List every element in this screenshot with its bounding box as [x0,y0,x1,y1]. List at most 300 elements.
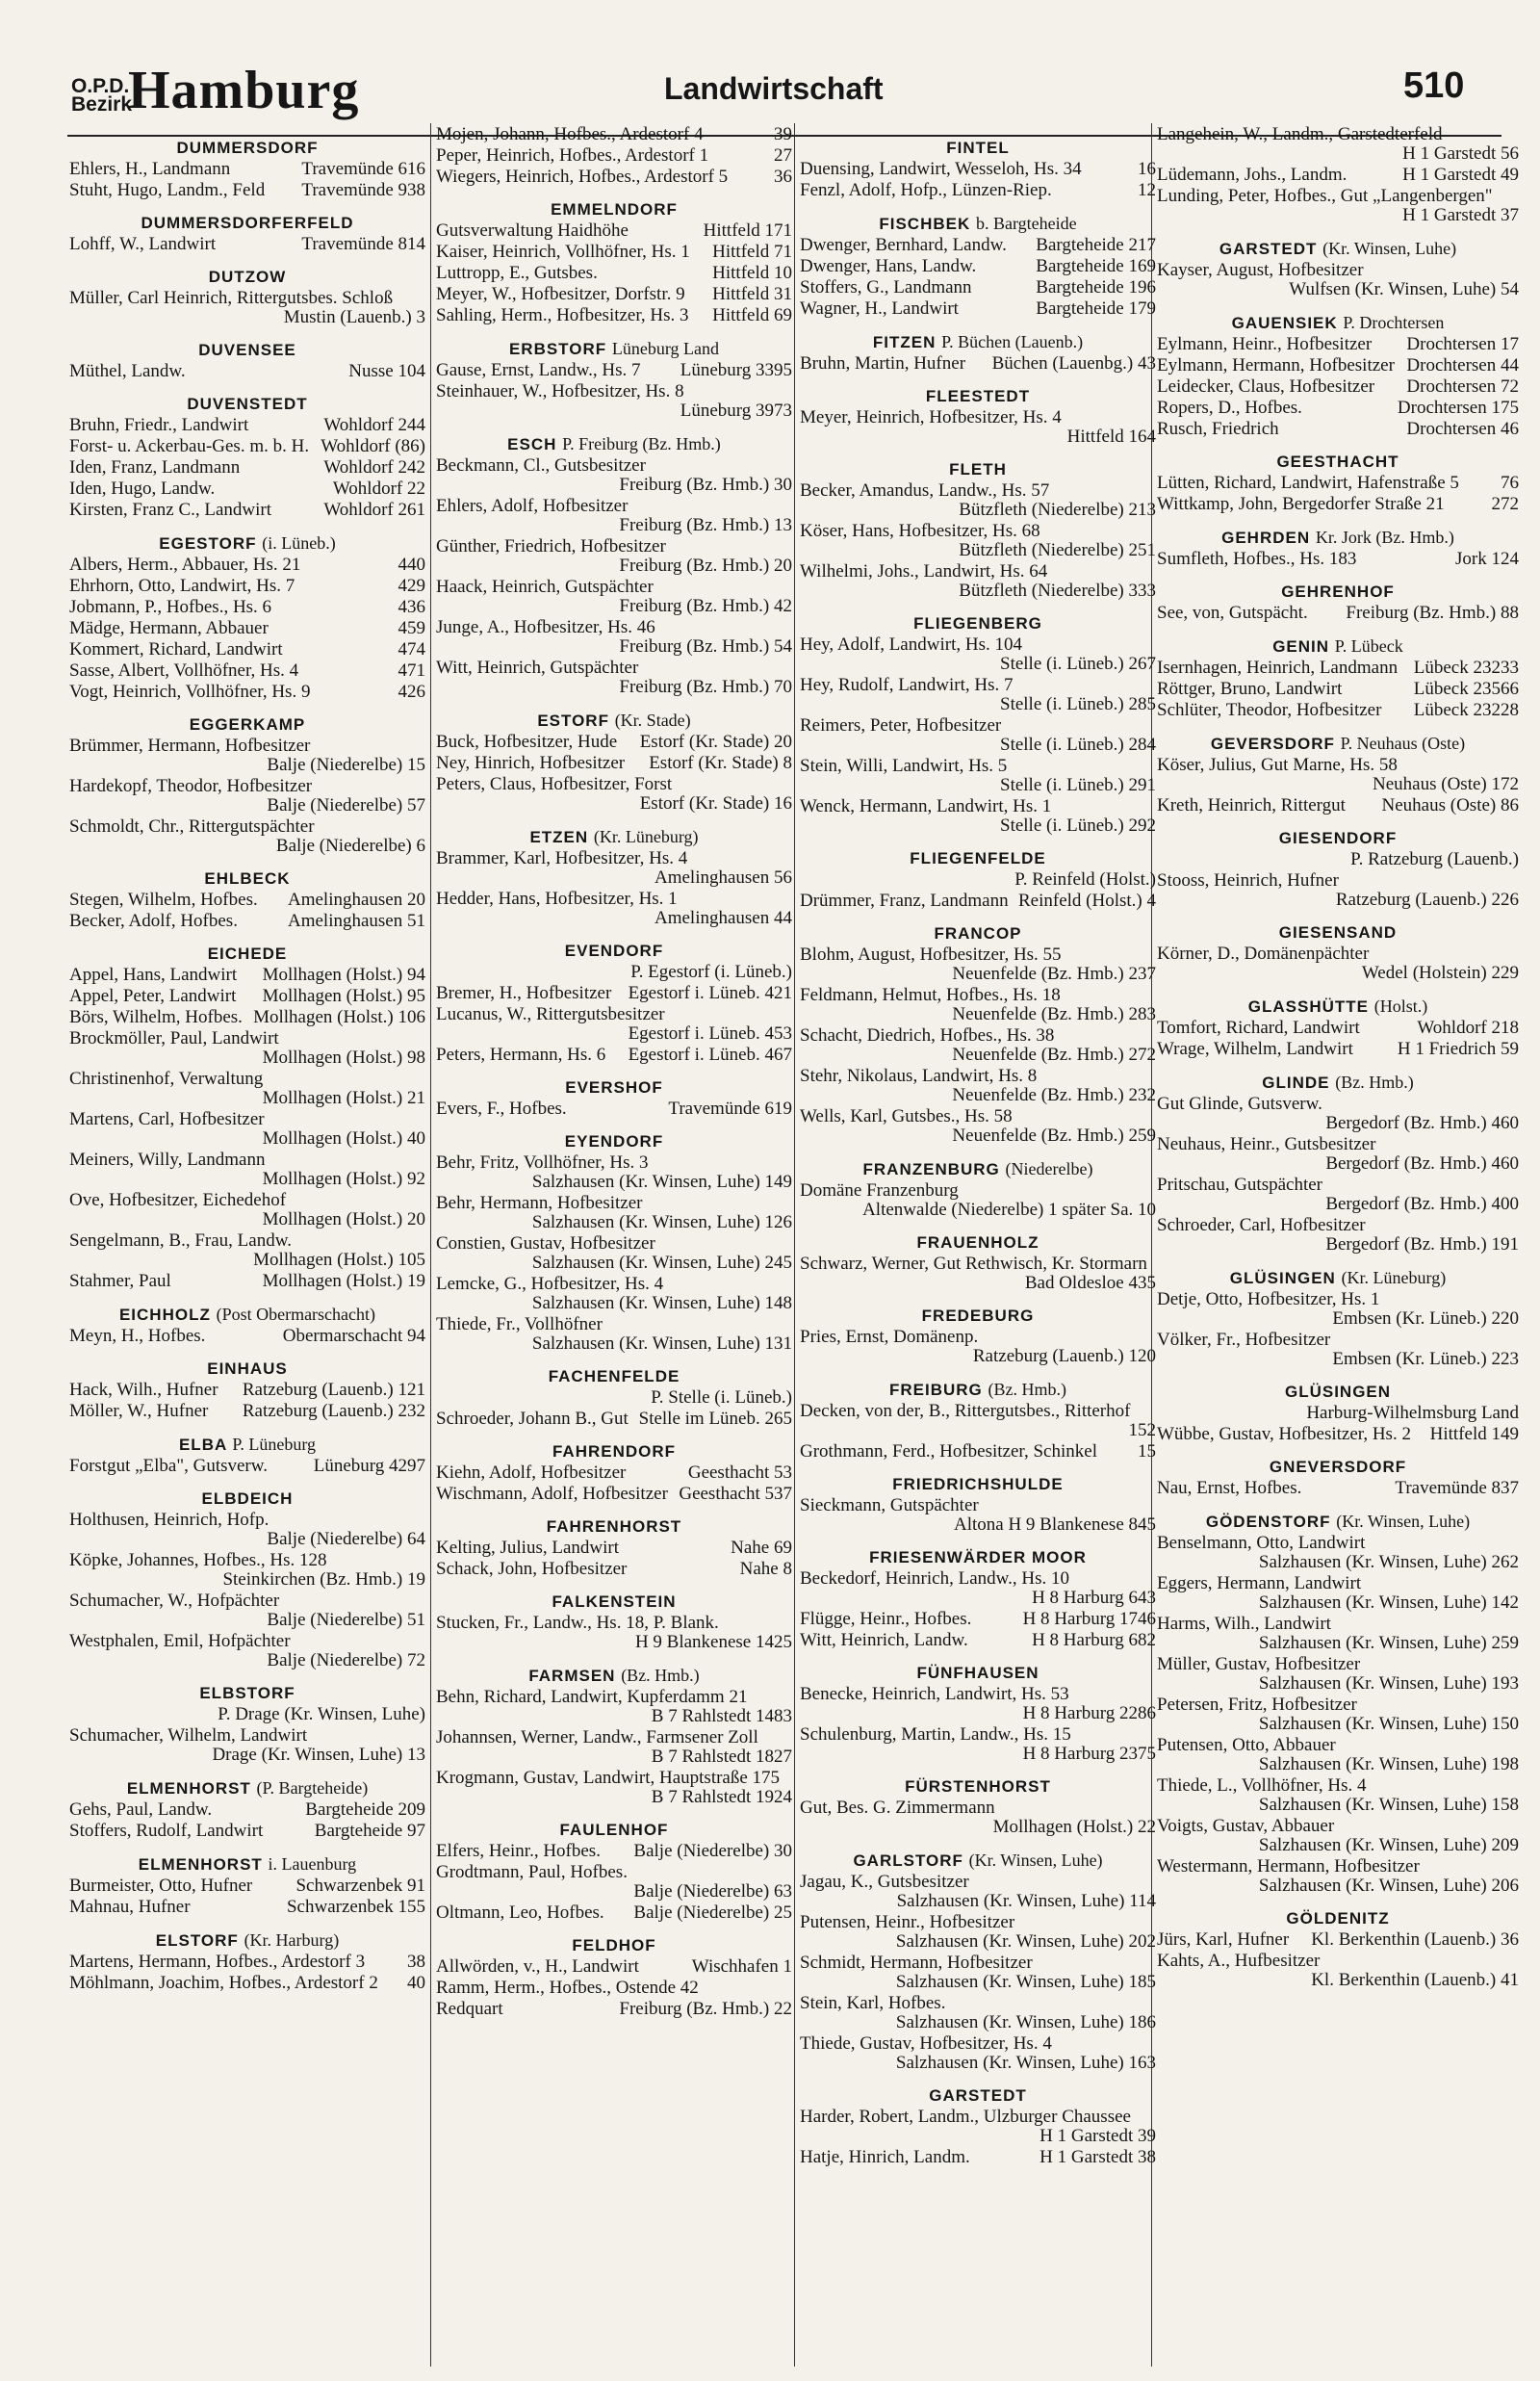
directory-entry [69,1592,425,1630]
directory-entry [69,640,425,660]
entry-name: Gut Glinde, Gutsverw. [1157,1094,1322,1114]
directory-entry [800,2034,1156,2073]
directory-entry [69,577,425,596]
entry-phone: Hittfeld 164 [1066,427,1156,447]
place-heading [1157,453,1519,472]
entry-name: Thiede, Fr., Vollhöfner [436,1314,603,1334]
entry-name: Ove, Hofbesitzer, Eichedehof [69,1190,287,1210]
place-name: FLIEGENFELDE [910,849,1046,867]
entry-phone: Bargteheide 217 [1036,235,1156,255]
entry-name: Evers, F., Hofbes. [436,1099,567,1119]
entry-phone: Balje (Niederelbe) 25 [633,1902,792,1923]
directory-entry [436,1539,792,1558]
entry-name: Schlüter, Theodor, Hofbesitzer [1157,700,1382,720]
entry-phone: Mollhagen (Holst.) 94 [262,965,425,985]
directory-entry [69,1898,425,1917]
directory-entry [436,1903,792,1923]
directory-entry [69,1070,425,1108]
place-name: GIESENSAND [1278,923,1398,942]
place-heading [69,1684,425,1703]
place-name: GEHRDEN [1221,529,1311,547]
entry-phone: 12 [1138,180,1156,200]
place-heading [436,1821,792,1840]
place-name: FRIESENWÄRDER MOOR [869,1548,1087,1566]
entry-name: Sumfleth, Hofbes., Hs. 183 [1157,549,1357,569]
directory-entry [1157,125,1519,164]
entry-name: Lüdemann, Johs., Landm. [1157,165,1348,185]
place-heading [1157,996,1519,1017]
place-name: ELMENHORST [138,1855,263,1874]
place-name: EMMELNDORF [551,200,678,219]
entry-phone: 16 [1138,159,1156,179]
entry-phone: Freiburg (Bz. Hmb.) 54 [619,636,792,657]
entry-name: Grodtmann, Paul, Hofbes. [436,1862,628,1882]
directory-entry [1157,604,1519,623]
entry-name: Ropers, D., Hofbes. [1157,398,1302,418]
place-qualifier: P. Freiburg (Bz. Hmb.) [562,434,721,453]
entry-phone: Mollhagen (Holst.) 105 [253,1250,425,1270]
entry-name: Hatje, Hinrich, Landm. [800,2147,970,2167]
entry-name: Schmoldt, Chr., Rittergutspächter [69,816,315,837]
directory-entry [69,1381,425,1400]
entry-name: Feldmann, Helmut, Hofbes., Hs. 18 [800,985,1061,1005]
place-heading [1157,313,1519,333]
directory-entry [1157,1574,1519,1613]
place-heading [800,387,1156,406]
place-name: EVERSHOF [565,1078,663,1097]
place-name: DUVENSTEDT [187,395,308,413]
directory-entry [800,278,1156,298]
entry-name: Burmeister, Otto, Hufner [69,1876,253,1896]
directory-entry [436,1315,792,1354]
entry-name: Appel, Hans, Landwirt [69,965,238,985]
entry-phone: Balje (Niederelbe) 51 [267,1610,425,1630]
place-heading [436,1592,792,1612]
directory-entry [69,1551,425,1590]
entry-phone: Salzhausen (Kr. Winsen, Luhe) 198 [1258,1754,1519,1774]
place-name: GLINDE [1262,1074,1330,1092]
entry-name: Wübbe, Gustav, Hofbesitzer, Hs. 2 [1157,1424,1411,1444]
directory-entry [1157,659,1519,678]
entry-name: Schroeder, Carl, Hofbesitzer [1157,1215,1366,1235]
directory-entry [800,945,1156,984]
entry-name: Stein, Willi, Landwirt, Hs. 5 [800,756,1008,776]
directory-entry [69,1726,425,1765]
entry-phone: Ratzeburg (Lauenb.) 120 [972,1346,1156,1366]
place-heading [1157,1909,1519,1928]
entry-phone: 426 [398,682,425,702]
place-qualifier: (Kr. Lüneburg) [1341,1268,1447,1287]
directory-entry [69,891,425,910]
entry-phone: Stelle im Lüneb. 265 [638,1409,792,1429]
place-name: GLÜSINGEN [1229,1269,1336,1287]
directory-entry [436,1485,792,1504]
entry-phone: Wohldorf (86) [321,436,425,456]
directory-entry [69,1327,425,1346]
entry-phone: Hittfeld 149 [1429,1424,1519,1444]
entry-name: Behr, Hermann, Hofbesitzer [436,1193,643,1213]
entry-phone: Embsen (Kr. Lüneb.) 220 [1332,1308,1519,1329]
entry-name: Körner, D., Domänenpächter [1157,944,1370,964]
entry-phone: Stelle (i. Lüneb.) 284 [1000,735,1156,755]
entry-phone: Ratzeburg (Lauenb.) 226 [1335,890,1519,910]
entry-name: Lütten, Richard, Landwirt, Hafenstraße 5 [1157,473,1459,493]
entry-phone: P. Reinfeld (Holst.) [1014,869,1156,890]
entry-name: See, von, Gutspächt. [1157,603,1308,623]
directory-entry [69,160,425,179]
entry-name: Müller, Carl Heinrich, Rittergutsbes. Schloß [69,288,394,308]
entry-name: Eggers, Hermann, Landwirt [1157,1573,1362,1593]
place-name: ELBSTORF [199,1684,295,1702]
entry-name: Jobmann, P., Hofbes., Hs. 6 [69,597,272,617]
directory-entry [800,1954,1156,1992]
directory-entry [436,221,792,241]
entry-name: Lunding, Peter, Hofbes., Gut „Langenbergen" [1157,186,1493,206]
directory-entry [69,1632,425,1670]
entry-phone: Amelinghausen 51 [287,911,425,931]
entry-name: Becker, Amandus, Landw., Hs. 57 [800,480,1050,501]
directory-entry [800,481,1156,520]
directory-entry [69,1191,425,1229]
entry-phone: H 8 Harburg 1746 [1022,1609,1156,1629]
directory-entry [436,1863,792,1902]
entry-name: Grothmann, Ferd., Hofbesitzer, Schinkel [800,1441,1097,1462]
entry-phone: Salzhausen (Kr. Winsen, Luhe) 163 [895,2053,1156,2073]
entry-phone: Freiburg (Bz. Hmb.) 42 [619,596,792,616]
entry-phone: Hittfeld 31 [712,284,792,304]
entry-phone: Mollhagen (Holst.) 19 [262,1271,425,1291]
place-qualifier: P. Lübeck [1334,636,1403,656]
directory-entry [1157,1776,1519,1815]
entry-phone: Lübeck 23228 [1413,700,1519,720]
entry-phone: Mollhagen (Holst.) 95 [262,986,425,1006]
directory-entry [69,598,425,617]
directory-entry [1157,1952,1519,1990]
entry-phone: Drochtersen 17 [1406,334,1519,354]
entry-phone: Steinkirchen (Bz. Hmb.) 19 [222,1569,425,1590]
entry-phone: Salzhausen (Kr. Winsen, Luhe) 193 [1258,1673,1519,1694]
directory-entry [800,299,1156,319]
place-qualifier: P. Lüneburg [232,1435,317,1454]
entry-phone: Lüneburg 3973 [680,401,792,421]
entry-name: Stein, Karl, Hofbes. [800,1993,946,2013]
entry-phone: Salzhausen (Kr. Winsen, Luhe) 114 [896,1891,1156,1911]
entry-name: Schumacher, Wilhelm, Landwirt [69,1725,308,1746]
entry-name: Stoffers, Rudolf, Landwirt [69,1821,264,1841]
entry-phone: Altenwalde (Niederelbe) 1 später Sa. 10 [862,1200,1156,1220]
place-heading [69,945,425,964]
entry-name: Schack, John, Hofbesitzer [436,1559,628,1579]
directory-entry [436,1957,792,1977]
entry-name: Wagner, H., Landwirt [800,298,959,319]
directory-entry [436,659,792,697]
directory-entry [436,754,792,773]
entry-name: Völker, Fr., Hofbesitzer [1157,1330,1331,1350]
entry-phone: 39 [774,124,792,144]
entry-phone: Salzhausen (Kr. Winsen, Luhe) 142 [1258,1592,1519,1613]
place-qualifier: P. Drochtersen [1343,313,1445,332]
place-name: EINHAUS [207,1359,288,1378]
entry-name: Constien, Gustav, Hofbesitzer [436,1233,655,1254]
entry-phone: P. Drage (Kr. Winsen, Luhe) [218,1704,425,1724]
entry-phone: Travemünde 837 [1395,1478,1519,1498]
entry-phone: Mollhagen (Holst.) 21 [262,1088,425,1108]
place-heading [800,1548,1156,1567]
entry-name: Westphalen, Emil, Hofpächter [69,1631,291,1651]
directory-entry [1157,1930,1519,1950]
entry-phone: Amelinghausen 56 [654,867,792,888]
entry-phone: Bergedorf (Bz. Hmb.) 400 [1325,1194,1519,1214]
entry-phone: B 7 Rahlstedt 1827 [651,1747,792,1767]
entry-phone: Estorf (Kr. Stade) 8 [649,753,792,773]
entry-phone: Balje (Niederelbe) 6 [275,836,425,856]
entry-name: Müthel, Landw. [69,361,186,381]
entry-name: Ehlers, Adolf, Hofbesitzer [436,496,629,516]
entry-phone: Drochtersen 175 [1397,398,1519,418]
entry-name: Hey, Rudolf, Landwirt, Hs. 7 [800,675,1014,695]
directory-entry [800,1569,1156,1608]
place-name: FRIEDRICHSHULDE [892,1475,1064,1493]
place-name: ELMENHORST [126,1779,251,1798]
place-name: FLETH [949,460,1007,479]
entry-name: Gutsverwaltung Haidhöhe [436,220,629,241]
entry-phone: Salzhausen (Kr. Winsen, Luhe) 158 [1258,1795,1519,1815]
directory-entry [436,1005,792,1044]
entry-name: Kayser, August, Hofbesitzer [1157,260,1364,280]
entry-phone: H 9 Blankenese 1425 [634,1632,792,1652]
directory-entry [1157,1736,1519,1774]
entry-name: Eylmann, Hermann, Hofbesitzer [1157,355,1395,375]
directory-entry [436,1560,792,1579]
place-name: ETZEN [529,828,589,846]
entry-phone: Stelle (i. Lüneb.) 291 [1000,775,1156,795]
entry-phone: Freiburg (Bz. Hmb.) 30 [619,475,792,495]
directory-entry [800,797,1156,836]
directory-entry [69,501,425,520]
entry-phone: Travemünde 938 [301,180,425,200]
entry-name: Meyn, H., Hofbes. [69,1326,206,1346]
entry-phone: Neuenfelde (Bz. Hmb.) 272 [952,1045,1156,1065]
place-name: EHLBECK [204,869,291,888]
entry-phone: Bützfleth (Niederelbe) 333 [959,581,1156,601]
place-heading [800,332,1156,352]
directory-entry [800,1610,1156,1629]
directory-column-2 [436,125,792,2021]
entry-name: Brümmer, Hermann, Hofbesitzer [69,736,311,756]
place-name: EVENDORF [564,942,664,960]
place-name: FITZEN [872,333,937,351]
entry-phone: Salzhausen (Kr. Winsen, Luhe) 148 [531,1293,792,1313]
entry-name: Möhlmann, Joachim, Hofbes., Ardestorf 2 [69,1973,378,1993]
entry-phone: Kl. Berkenthin (Lauenb.) 36 [1311,1929,1519,1950]
place-name: FALKENSTEIN [552,1592,677,1611]
entry-phone: Egestorf i. Lüneb. 467 [628,1045,792,1065]
entry-phone: Balje (Niederelbe) 30 [633,1841,792,1861]
place-name: GÖLDENITZ [1286,1909,1390,1928]
entry-phone: Estorf (Kr. Stade) 20 [639,732,792,752]
entry-name: Haack, Heinrich, Gutspächter [436,577,654,597]
entry-name: Brammer, Karl, Hofbesitzer, Hs. 4 [436,848,688,868]
directory-column-3 [800,125,1156,2169]
place-name: FÜNFHAUSEN [916,1664,1040,1682]
directory-entry [800,236,1156,255]
entry-phone: 27 [774,145,792,166]
place-name: FLEESTEDT [925,387,1031,405]
place-name: FINTEL [946,139,1010,157]
entry-name: Mojen, Johann, Hofbes., Ardestorf 4 [436,124,704,144]
directory-entry [436,618,792,657]
place-name: GÖDENSTORF [1205,1513,1331,1531]
place-heading [69,1854,425,1875]
place-qualifier: (Kr. Stade) [614,711,691,730]
place-qualifier: (Post Obermarschacht) [216,1305,376,1324]
entry-phone: Kl. Berkenthin (Lauenb.) 41 [1311,1970,1519,1990]
entry-phone: Mollhagen (Holst.) 40 [262,1128,425,1149]
entry-phone: Bargteheide 209 [305,1799,425,1820]
directory-entry [800,757,1156,795]
place-name: FREIBURG [889,1381,983,1399]
entry-phone: Salzhausen (Kr. Winsen, Luhe) 150 [1258,1714,1519,1734]
place-heading [800,1233,1156,1253]
place-heading [1157,734,1519,754]
place-qualifier: P. Neuhaus (Oste) [1340,734,1466,753]
entry-name: Gehs, Paul, Landw. [69,1799,213,1820]
place-heading [69,268,425,287]
entry-name: Stucken, Fr., Landw., Hs. 18, P. Blank. [436,1613,719,1633]
entry-phone: Neuhaus (Oste) 86 [1381,795,1519,815]
place-qualifier: (Niederelbe) [1005,1159,1093,1178]
place-qualifier: (Kr. Harburg) [244,1930,340,1950]
place-heading [436,339,792,359]
place-name: FISCHBEK [879,215,971,233]
directory-entry [436,456,792,495]
directory-entry [1157,495,1519,514]
entry-name: Sengelmann, B., Frau, Landw. [69,1230,292,1251]
directory-entry [1157,680,1519,699]
place-name: FAHRENDORF [552,1442,677,1461]
directory-entry [436,243,792,262]
place-name: EGGERKAMP [189,715,306,734]
entry-name: Hack, Wilh., Hufner [69,1380,218,1400]
entry-phone: Salzhausen (Kr. Winsen, Luhe) 245 [531,1253,792,1273]
place-name: GLASSHÜTTE [1247,997,1369,1016]
place-heading [1157,1383,1519,1402]
entry-phone: Freiburg (Bz. Hmb.) 22 [619,1999,792,2019]
entry-phone: P. Stelle (i. Lüneb.) [651,1387,792,1408]
entry-name: Elfers, Heinr., Hofbes. [436,1841,601,1861]
place-qualifier: i. Lauenburg [268,1854,357,1874]
entry-phone: Wohldorf 242 [323,457,425,478]
entry-phone: Mollhagen (Holst.) 106 [253,1007,425,1027]
place-name: FACHENFELDE [548,1367,680,1385]
place-qualifier: (Bz. Hmb.) [988,1380,1066,1399]
directory-entry [800,1107,1156,1146]
entry-phone: Travemünde 814 [301,234,425,254]
entry-name: Peters, Claus, Hofbesitzer, Forst [436,774,673,794]
column-divider [430,123,431,2367]
entry-name: Forstgut „Elba", Gutsverw. [69,1456,268,1476]
place-name: GEVERSDORF [1210,735,1335,753]
bezirk-label: Bezirk [71,93,133,116]
place-heading [1157,1458,1519,1477]
entry-name: Flügge, Heinr., Hofbes. [800,1609,972,1629]
entry-name: Schacht, Diedrich, Hofbes., Hs. 38 [800,1025,1055,1046]
entry-name: Kreth, Heinrich, Rittergut [1157,795,1346,815]
entry-phone: P. Ratzeburg (Lauenb.) [1350,849,1519,869]
entry-phone: Wohldorf 261 [323,500,425,520]
directory-entry [436,1614,792,1652]
entry-name: Kirsten, Franz C., Landwirt [69,500,272,520]
entry-name: Schumacher, W., Hofpächter [69,1591,280,1611]
directory-entry [69,1974,425,1993]
entry-name: Kelting, Julius, Landwirt [436,1538,619,1558]
entry-phone: 436 [398,597,425,617]
place-heading [800,1159,1156,1179]
directory-entry [436,264,792,283]
place-heading [436,200,792,220]
place-name: ESCH [507,435,557,453]
entry-phone: 15 [1138,1441,1156,1462]
directory-entry [800,1994,1156,2032]
entry-name: Bremer, H., Hofbesitzer [436,983,612,1003]
directory-entry [69,661,425,681]
entry-phone: Egestorf i. Lüneb. 421 [628,983,792,1003]
entry-name: Petersen, Fritz, Hofbesitzer [1157,1695,1357,1715]
place-heading [436,827,792,847]
place-name: EYENDORF [564,1132,664,1151]
entry-phone: Travemünde 619 [668,1099,792,1119]
entry-name: Steinhauer, W., Hofbesitzer, Hs. 8 [436,381,684,401]
entry-phone: Lübeck 23233 [1413,658,1519,678]
place-heading [436,1078,792,1098]
entry-phone: H 8 Harburg 643 [1032,1588,1156,1608]
entry-phone: Balje (Niederelbe) 57 [267,795,425,815]
directory-entry [800,408,1156,447]
entry-phone: 471 [398,660,425,681]
place-heading [436,434,792,454]
entry-phone: Drochtersen 46 [1406,419,1519,439]
directory-entry [1157,1216,1519,1255]
place-heading [69,1359,425,1379]
entry-name: Nau, Ernst, Hofbes. [1157,1478,1302,1498]
place-name: ERBSTORF [508,340,607,358]
place-name: GEHRENHOF [1281,582,1395,601]
entry-phone: Mollhagen (Holst.) 20 [262,1209,425,1229]
entry-phone: 38 [407,1952,425,1972]
entry-name: Röttger, Bruno, Landwirt [1157,679,1343,699]
directory-entry [800,2148,1156,2167]
entry-name: Lemcke, G., Hofbesitzer, Hs. 4 [436,1274,664,1294]
entry-name: Sieckmann, Gutspächter [800,1495,979,1515]
directory-entry [69,1876,425,1896]
directory-entry [436,849,792,888]
place-heading [69,869,425,889]
directory-entry [1157,261,1519,299]
entry-phone: H 1 Friedrich 59 [1397,1039,1519,1059]
directory-entry [800,1496,1156,1535]
entry-phone: Freiburg (Bz. Hmb.) 13 [619,515,792,535]
entry-name: Köser, Hans, Hofbesitzer, Hs. 68 [800,521,1040,541]
place-heading [1157,1268,1519,1288]
place-heading [800,614,1156,634]
entry-phone: H 1 Garstedt 56 [1402,143,1519,164]
entry-phone: Hittfeld 71 [712,242,792,262]
directory-entry [436,1234,792,1273]
entry-name: Brockmöller, Paul, Landwirt [69,1028,279,1048]
directory-entry [1157,945,1519,983]
entry-name: Mahnau, Hufner [69,1897,191,1917]
place-heading [1157,636,1519,657]
